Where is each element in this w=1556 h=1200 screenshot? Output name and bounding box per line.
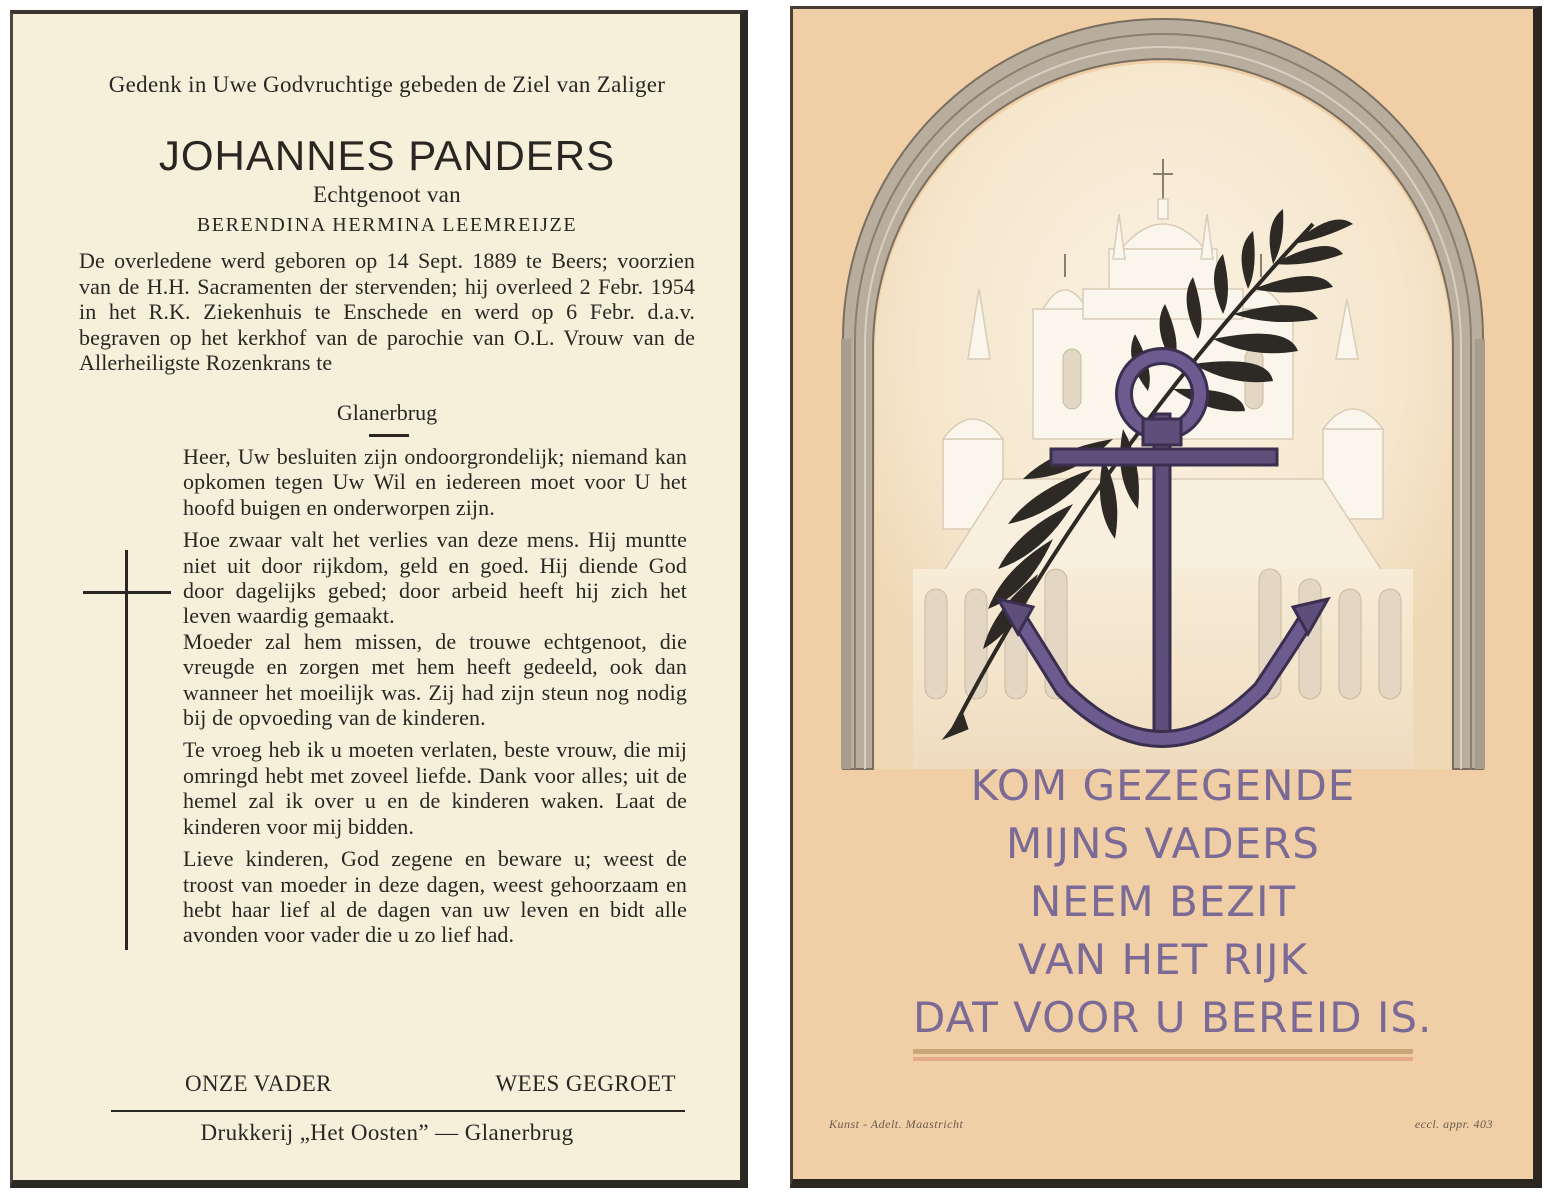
bible-motto	[913, 757, 1433, 1047]
deceased-name: JOHANNES PANDERS	[158, 132, 616, 179]
cross-icon	[125, 550, 128, 950]
paragraph: Heer, Uw besluiten zijn ondoorgrondelijk; niemand kan opkomen tegen Uw Wil en iedereen moet voor U het hoofd buigen en onderworpen zijn.	[183, 444, 687, 520]
memorial-card-image-side	[790, 6, 1542, 1188]
publisher-imprint: Kunst - Adelt. Maastricht	[829, 1117, 964, 1131]
divider-short	[369, 434, 409, 437]
motto-line: KOM GEZEGENDE	[970, 761, 1356, 810]
cross-icon-bar	[83, 591, 171, 594]
motto-line: DAT VOOR U BEREID IS.	[913, 993, 1433, 1042]
ecclesiastical-approval: eccl. appr. 403	[1414, 1117, 1493, 1131]
motto-line: VAN HET RIJK	[1017, 935, 1309, 984]
printer-imprint: Drukkerij „Het Oosten” — Glanerbrug	[200, 1120, 574, 1145]
spouse-name: BERENDINA HERMINA LEEMREIJZE	[196, 214, 578, 236]
decorative-rule	[913, 1057, 1413, 1061]
memorial-card-text-side	[10, 10, 748, 1188]
decorative-rule	[913, 1049, 1413, 1054]
paragraph: Moeder zal hem missen, de trouwe echtgenoot, die vreugde en zorgen met hem heeft gedeeld, ook dan wanneer het moeilijk was. Zij had zijn steun nog nodig bij de opvoeding van de kinderen.	[183, 628, 687, 731]
divider-long	[111, 1110, 685, 1112]
spouse-intro: Echtgenoot van	[313, 182, 461, 207]
intro-text: Gedenk in Uwe Godvruchtige gebeden de Ziel van Zaliger	[108, 72, 666, 97]
motto-line: MIJNS VADERS	[1006, 819, 1320, 868]
prayer-hail-mary: WEES GEGROET	[495, 1071, 676, 1096]
paragraph: Hoe zwaar valt het verlies van deze mens. Hij muntte niet uit door rijkdom, geld en goed. Hij diende God door dagelijks gebed; door arbeid heeft hij zich het leven waardig gemaakt.	[183, 527, 687, 629]
paragraph: Lieve kinderen, God zegene en beware u; weest de troost van moeder in deze dagen, weest gehoorzaam en hebt haar lief al de dagen van uw leven en bidt alle avonden voor vader die u zo lief had.	[183, 846, 687, 948]
paragraph: Te vroeg heb ik u moeten verlaten, beste vrouw, die mij omringd hebt met zoveel liefde. Dank voor alles; uit de hemel zal ik over u en de kinderen waken. Laat de kinderen voor mij bidden.	[183, 737, 687, 839]
biography-text: De overledene werd geboren op 14 Sept. 1889 te Beers; voorzien van de H.H. Sacramenten der stervenden; hij overleed 2 Febr. 1954 in het R.K. Ziekenhuis te Enschede en werd op 6 Febr. d.a.v. begraven op het kerkhof van de parochie van O.L. Vrouw van de Allerheiligste Rozenkrans te	[79, 248, 695, 375]
motto-line: NEEM BEZIT	[1029, 877, 1297, 926]
biography-place: Glanerbrug	[336, 400, 438, 425]
prayer-our-father: ONZE VADER	[185, 1071, 332, 1096]
remembrance-text	[183, 444, 687, 955]
